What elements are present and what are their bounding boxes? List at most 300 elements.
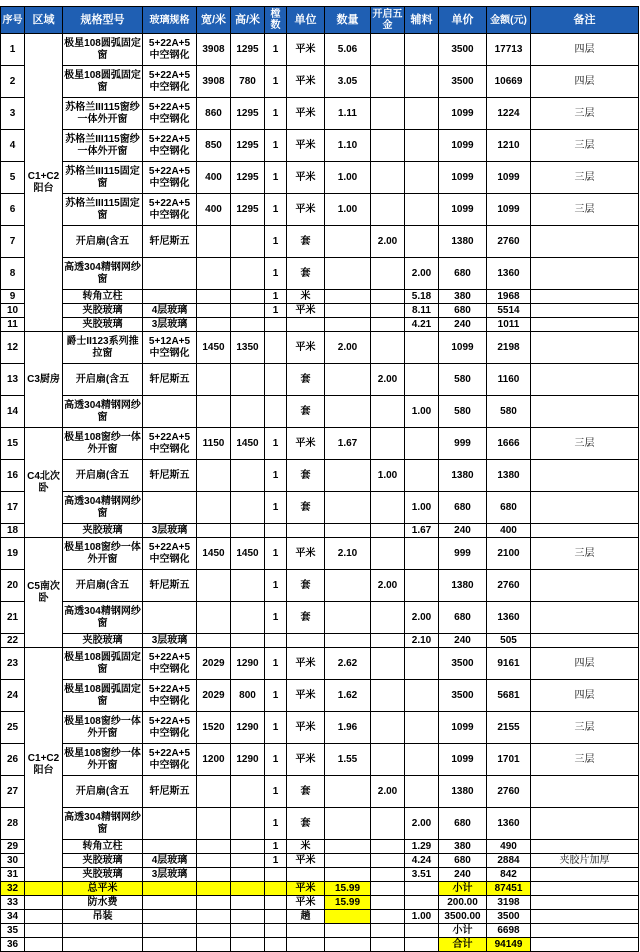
- table-row: [1, 808, 639, 840]
- seq-cell: 16: [1, 460, 25, 492]
- qty-cell: 1.62: [325, 680, 371, 712]
- note-cell: 四层: [531, 648, 639, 680]
- unit-cell: 套: [287, 570, 325, 602]
- seq-cell: 5: [1, 162, 25, 194]
- table-row: [1, 162, 639, 194]
- header-glass: 玻璃规格: [143, 7, 197, 34]
- qty-cell: [325, 290, 371, 304]
- table-row: [1, 194, 639, 226]
- note-cell: [531, 910, 639, 924]
- area-cell: C5南次卧: [25, 538, 63, 648]
- area-cell: [25, 910, 63, 924]
- seq-cell: 24: [1, 680, 25, 712]
- note-cell: [531, 304, 639, 318]
- price-cell: 1099: [439, 332, 487, 364]
- width-cell: [197, 570, 231, 602]
- glass-cell: [143, 938, 197, 952]
- qty-cell: [325, 570, 371, 602]
- header-aux: 辅料: [405, 7, 439, 34]
- hardware-cell: [371, 648, 405, 680]
- seq-cell: 7: [1, 226, 25, 258]
- amount-cell: 1701: [487, 744, 531, 776]
- price-cell: 1380: [439, 776, 487, 808]
- glass-cell: 5+22A+5中空钢化: [143, 34, 197, 66]
- width-cell: 1150: [197, 428, 231, 460]
- count-cell: [265, 634, 287, 648]
- amount-cell: 5514: [487, 304, 531, 318]
- amount-cell: 2760: [487, 570, 531, 602]
- seq-cell: 28: [1, 808, 25, 840]
- aux-cell: [405, 882, 439, 896]
- height-cell: [231, 396, 265, 428]
- glass-cell: [143, 910, 197, 924]
- seq-cell: 9: [1, 290, 25, 304]
- aux-cell: [405, 162, 439, 194]
- glass-cell: 3层玻璃: [143, 634, 197, 648]
- summary-row: [1, 938, 639, 952]
- price-cell: 240: [439, 868, 487, 882]
- aux-cell: 2.00: [405, 602, 439, 634]
- header-price: 单价: [439, 7, 487, 34]
- qty-cell: [325, 524, 371, 538]
- qty-cell: [325, 304, 371, 318]
- table-row: [1, 290, 639, 304]
- seq-cell: 20: [1, 570, 25, 602]
- area-cell: [25, 938, 63, 952]
- height-cell: 800: [231, 680, 265, 712]
- note-cell: [531, 602, 639, 634]
- header-row: [1, 7, 639, 34]
- unit-cell: 套: [287, 492, 325, 524]
- amount-cell: 2884: [487, 854, 531, 868]
- note-cell: [531, 258, 639, 290]
- amount-cell: 2198: [487, 332, 531, 364]
- count-cell: 1: [265, 258, 287, 290]
- hardware-cell: 1.00: [371, 460, 405, 492]
- area-cell: C4北次卧: [25, 428, 63, 538]
- amount-cell: 10669: [487, 66, 531, 98]
- amount-cell: 1666: [487, 428, 531, 460]
- price-cell: 1099: [439, 98, 487, 130]
- unit-cell: 平米: [287, 304, 325, 318]
- hardware-cell: [371, 868, 405, 882]
- glass-cell: [143, 258, 197, 290]
- note-cell: 夹胶片加厚: [531, 854, 639, 868]
- aux-cell: [405, 938, 439, 952]
- amount-cell: 1380: [487, 460, 531, 492]
- spec-cell: 开启扇(含五: [63, 364, 143, 396]
- table-row: [1, 538, 639, 570]
- spec-cell: 极星108窗纱一体外开窗: [63, 744, 143, 776]
- unit-cell: 平米: [287, 428, 325, 460]
- width-cell: [197, 318, 231, 332]
- hardware-cell: [371, 290, 405, 304]
- count-cell: 1: [265, 854, 287, 868]
- unit-cell: 趟: [287, 910, 325, 924]
- glass-cell: 5+22A+5中空钢化: [143, 162, 197, 194]
- price-cell: 1099: [439, 130, 487, 162]
- height-cell: [231, 896, 265, 910]
- count-cell: 1: [265, 428, 287, 460]
- aux-cell: 5.18: [405, 290, 439, 304]
- glass-cell: 5+22A+5中空钢化: [143, 194, 197, 226]
- height-cell: [231, 318, 265, 332]
- count-cell: 1: [265, 226, 287, 258]
- note-cell: [531, 840, 639, 854]
- table-row: [1, 364, 639, 396]
- unit-cell: 平米: [287, 648, 325, 680]
- unit-cell: 平米: [287, 332, 325, 364]
- unit-cell: 套: [287, 776, 325, 808]
- spec-cell: 极星108圆弧固定窗: [63, 680, 143, 712]
- note-cell: 三层: [531, 98, 639, 130]
- height-cell: 1295: [231, 162, 265, 194]
- height-cell: [231, 602, 265, 634]
- seq-cell: 3: [1, 98, 25, 130]
- note-cell: [531, 460, 639, 492]
- price-cell: 240: [439, 634, 487, 648]
- summary-row: [1, 896, 639, 910]
- aux-cell: 2.00: [405, 808, 439, 840]
- table-row: [1, 492, 639, 524]
- qty-cell: [325, 868, 371, 882]
- count-cell: 1: [265, 290, 287, 304]
- area-cell: C1+C2阳台: [25, 648, 63, 882]
- amount-cell: 580: [487, 396, 531, 428]
- qty-cell: 1.55: [325, 744, 371, 776]
- unit-cell: [287, 524, 325, 538]
- note-cell: [531, 364, 639, 396]
- amount-cell: 2100: [487, 538, 531, 570]
- note-cell: 三层: [531, 744, 639, 776]
- amount-cell: 490: [487, 840, 531, 854]
- table-body: [1, 34, 639, 952]
- summary-label-cell: 总平米: [63, 882, 143, 896]
- count-cell: [265, 868, 287, 882]
- area-cell: [25, 882, 63, 896]
- count-cell: 1: [265, 460, 287, 492]
- seq-cell: 35: [1, 924, 25, 938]
- qty-cell: 1.00: [325, 194, 371, 226]
- note-cell: 四层: [531, 680, 639, 712]
- price-cell: 1099: [439, 712, 487, 744]
- width-cell: [197, 226, 231, 258]
- spec-cell: 夹胶玻璃: [63, 524, 143, 538]
- width-cell: 3908: [197, 34, 231, 66]
- qty-cell: [325, 364, 371, 396]
- seq-cell: 8: [1, 258, 25, 290]
- height-cell: 1295: [231, 130, 265, 162]
- note-cell: [531, 524, 639, 538]
- height-cell: 1450: [231, 428, 265, 460]
- aux-cell: [405, 648, 439, 680]
- hardware-cell: [371, 840, 405, 854]
- unit-cell: 套: [287, 602, 325, 634]
- seq-cell: 14: [1, 396, 25, 428]
- count-cell: 1: [265, 492, 287, 524]
- count-cell: 1: [265, 744, 287, 776]
- hardware-cell: [371, 396, 405, 428]
- qty-cell: 15.99: [325, 882, 371, 896]
- glass-cell: 5+22A+5中空钢化: [143, 66, 197, 98]
- seq-cell: 29: [1, 840, 25, 854]
- qty-cell: 2.10: [325, 538, 371, 570]
- count-cell: 1: [265, 570, 287, 602]
- note-cell: [531, 808, 639, 840]
- width-cell: 860: [197, 98, 231, 130]
- count-cell: 1: [265, 538, 287, 570]
- hardware-cell: [371, 924, 405, 938]
- seq-cell: 32: [1, 882, 25, 896]
- width-cell: [197, 602, 231, 634]
- height-cell: [231, 524, 265, 538]
- aux-cell: 1.00: [405, 396, 439, 428]
- width-cell: [197, 304, 231, 318]
- glass-cell: [143, 808, 197, 840]
- amount-cell: 17713: [487, 34, 531, 66]
- hardware-cell: [371, 808, 405, 840]
- aux-cell: 2.10: [405, 634, 439, 648]
- area-cell: [25, 896, 63, 910]
- hardware-cell: [371, 332, 405, 364]
- aux-cell: 3.51: [405, 868, 439, 882]
- price-cell: 999: [439, 428, 487, 460]
- spec-cell: 夹胶玻璃: [63, 318, 143, 332]
- hardware-cell: [371, 258, 405, 290]
- qty-cell: [325, 602, 371, 634]
- qty-cell: 1.96: [325, 712, 371, 744]
- note-cell: [531, 634, 639, 648]
- note-cell: 三层: [531, 538, 639, 570]
- seq-cell: 36: [1, 938, 25, 952]
- width-cell: [197, 808, 231, 840]
- table-row: [1, 634, 639, 648]
- qty-cell: 2.00: [325, 332, 371, 364]
- spec-cell: 极星108圆弧固定窗: [63, 66, 143, 98]
- width-cell: [197, 924, 231, 938]
- height-cell: [231, 910, 265, 924]
- glass-cell: 3层玻璃: [143, 868, 197, 882]
- unit-cell: [287, 634, 325, 648]
- height-cell: [231, 460, 265, 492]
- qty-cell: [325, 492, 371, 524]
- note-cell: 三层: [531, 130, 639, 162]
- hardware-cell: [371, 910, 405, 924]
- amount-cell: 1360: [487, 258, 531, 290]
- table-row: [1, 98, 639, 130]
- count-cell: 1: [265, 680, 287, 712]
- price-cell: 1380: [439, 226, 487, 258]
- table-row: [1, 396, 639, 428]
- note-cell: 四层: [531, 34, 639, 66]
- price-cell: 240: [439, 318, 487, 332]
- glass-cell: 5+22A+5中空钢化: [143, 428, 197, 460]
- spec-cell: 高透304精钢网纱窗: [63, 396, 143, 428]
- unit-cell: [287, 938, 325, 952]
- price-cell: 1099: [439, 744, 487, 776]
- spec-cell: 转角立柱: [63, 840, 143, 854]
- note-cell: [531, 396, 639, 428]
- qty-cell: 1.11: [325, 98, 371, 130]
- qty-cell: [325, 840, 371, 854]
- note-cell: [531, 570, 639, 602]
- seq-cell: 21: [1, 602, 25, 634]
- seq-cell: 27: [1, 776, 25, 808]
- hardware-cell: [371, 680, 405, 712]
- unit-cell: 平米: [287, 882, 325, 896]
- glass-cell: 3层玻璃: [143, 524, 197, 538]
- height-cell: [231, 290, 265, 304]
- summary-label-cell: 吊装: [63, 910, 143, 924]
- height-cell: 1295: [231, 194, 265, 226]
- height-cell: 1295: [231, 34, 265, 66]
- spec-cell: 夹胶玻璃: [63, 304, 143, 318]
- table-row: [1, 460, 639, 492]
- aux-cell: 1.67: [405, 524, 439, 538]
- header-width: 宽/米: [197, 7, 231, 34]
- price-cell: 1380: [439, 570, 487, 602]
- unit-cell: 米: [287, 290, 325, 304]
- amount-cell: 6698: [487, 924, 531, 938]
- seq-cell: 17: [1, 492, 25, 524]
- hardware-cell: [371, 130, 405, 162]
- unit-cell: 平米: [287, 98, 325, 130]
- height-cell: 1290: [231, 712, 265, 744]
- unit-cell: [287, 318, 325, 332]
- aux-cell: 4.24: [405, 854, 439, 868]
- amount-cell: 1224: [487, 98, 531, 130]
- glass-cell: 5+22A+5中空钢化: [143, 538, 197, 570]
- count-cell: [265, 332, 287, 364]
- price-cell: 240: [439, 524, 487, 538]
- hardware-cell: [371, 938, 405, 952]
- table-row: [1, 66, 639, 98]
- count-cell: 1: [265, 194, 287, 226]
- seq-cell: 13: [1, 364, 25, 396]
- qty-cell: [325, 318, 371, 332]
- table-row: [1, 34, 639, 66]
- width-cell: [197, 396, 231, 428]
- hardware-cell: 2.00: [371, 364, 405, 396]
- count-cell: [265, 938, 287, 952]
- glass-cell: 4层玻璃: [143, 854, 197, 868]
- hardware-cell: 2.00: [371, 226, 405, 258]
- hardware-cell: [371, 634, 405, 648]
- unit-cell: 平米: [287, 896, 325, 910]
- price-cell: 合计: [439, 938, 487, 952]
- glass-cell: 轩尼斯五: [143, 364, 197, 396]
- spec-cell: 极星108圆弧固定窗: [63, 34, 143, 66]
- seq-cell: 10: [1, 304, 25, 318]
- height-cell: [231, 854, 265, 868]
- height-cell: [231, 868, 265, 882]
- width-cell: [197, 290, 231, 304]
- unit-cell: [287, 868, 325, 882]
- table-row: [1, 318, 639, 332]
- table-row: [1, 428, 639, 460]
- count-cell: [265, 364, 287, 396]
- spec-cell: 高透304精钢网纱窗: [63, 808, 143, 840]
- price-cell: 200.00: [439, 896, 487, 910]
- aux-cell: 1.00: [405, 910, 439, 924]
- glass-cell: [143, 290, 197, 304]
- price-cell: 999: [439, 538, 487, 570]
- table-row: [1, 332, 639, 364]
- qty-cell: [325, 854, 371, 868]
- aux-cell: 4.21: [405, 318, 439, 332]
- aux-cell: [405, 226, 439, 258]
- unit-cell: 平米: [287, 854, 325, 868]
- amount-cell: 1360: [487, 602, 531, 634]
- glass-cell: [143, 882, 197, 896]
- glass-cell: 5+22A+5中空钢化: [143, 130, 197, 162]
- width-cell: 1450: [197, 538, 231, 570]
- hardware-cell: [371, 34, 405, 66]
- qty-cell: [325, 776, 371, 808]
- amount-cell: 3500: [487, 910, 531, 924]
- glass-cell: [143, 924, 197, 938]
- aux-cell: 2.00: [405, 258, 439, 290]
- unit-cell: 平米: [287, 130, 325, 162]
- note-cell: 三层: [531, 194, 639, 226]
- table-row: [1, 226, 639, 258]
- header-area: 区域: [25, 7, 63, 34]
- amount-cell: 1011: [487, 318, 531, 332]
- header-spec: 规格型号: [63, 7, 143, 34]
- hardware-cell: 2.00: [371, 776, 405, 808]
- glass-cell: 5+12A+5中空钢化: [143, 332, 197, 364]
- unit-cell: 平米: [287, 538, 325, 570]
- table-row: [1, 570, 639, 602]
- amount-cell: 9161: [487, 648, 531, 680]
- price-cell: 680: [439, 258, 487, 290]
- unit-cell: 平米: [287, 194, 325, 226]
- table-row: [1, 602, 639, 634]
- count-cell: [265, 318, 287, 332]
- aux-cell: 1.29: [405, 840, 439, 854]
- amount-cell: 1160: [487, 364, 531, 396]
- note-cell: [531, 226, 639, 258]
- height-cell: [231, 882, 265, 896]
- area-cell: [25, 924, 63, 938]
- summary-row: [1, 924, 639, 938]
- spec-cell: 爵士II123系列推拉窗: [63, 332, 143, 364]
- count-cell: 1: [265, 98, 287, 130]
- height-cell: [231, 634, 265, 648]
- count-cell: 1: [265, 808, 287, 840]
- count-cell: 1: [265, 130, 287, 162]
- width-cell: [197, 364, 231, 396]
- spec-cell: 夹胶玻璃: [63, 634, 143, 648]
- table-row: [1, 648, 639, 680]
- height-cell: [231, 924, 265, 938]
- price-cell: 580: [439, 396, 487, 428]
- header-qty: 数量: [325, 7, 371, 34]
- width-cell: 1450: [197, 332, 231, 364]
- width-cell: 1200: [197, 744, 231, 776]
- price-cell: 1380: [439, 460, 487, 492]
- table-row: [1, 258, 639, 290]
- header-unit: 单位: [287, 7, 325, 34]
- unit-cell: 套: [287, 808, 325, 840]
- aux-cell: [405, 896, 439, 910]
- glass-cell: 3层玻璃: [143, 318, 197, 332]
- header-note: 备注: [531, 7, 639, 34]
- spec-cell: 开启扇(含五: [63, 776, 143, 808]
- height-cell: 1350: [231, 332, 265, 364]
- seq-cell: 33: [1, 896, 25, 910]
- qty-cell: [325, 938, 371, 952]
